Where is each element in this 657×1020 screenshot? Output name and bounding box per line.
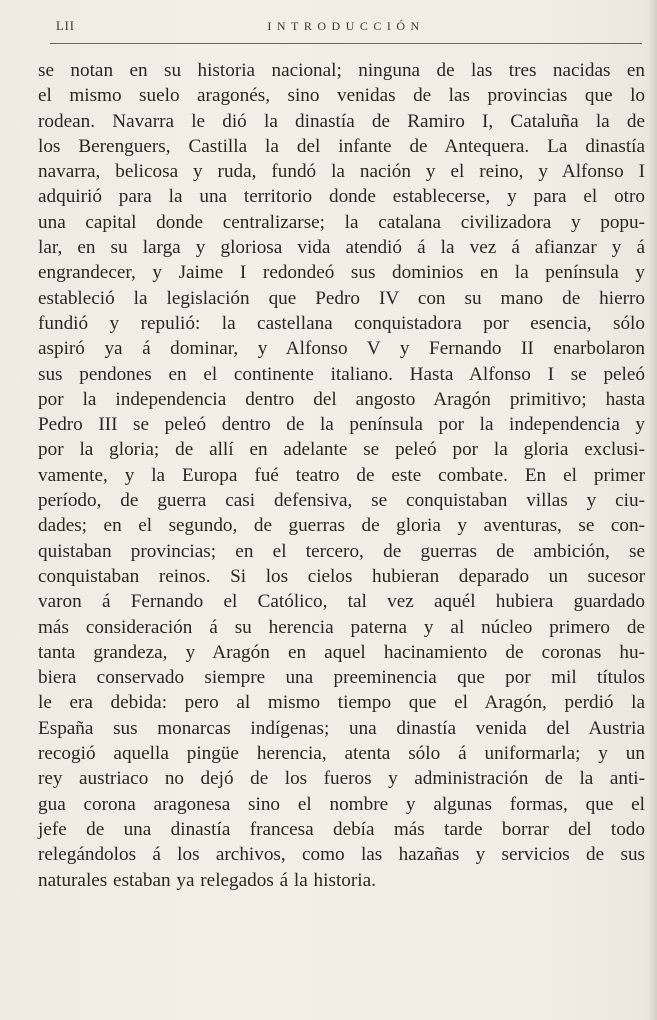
- text-line: sus pendones en el continente italiano. Hasta Alfonso I se peleó: [38, 363, 645, 385]
- body-text: [38, 58, 645, 893]
- text-line: más consideración á su herencia paterna y al núcleo primero de: [38, 616, 645, 638]
- text-line: adquirió para la una territorio donde establecerse, y para el otro: [38, 186, 645, 208]
- text-line: vamente, y la Europa fué teatro de este combate. En el primer: [38, 464, 645, 486]
- running-header: [50, 15, 642, 44]
- text-line: relegándolos á los archivos, como las hazañas y servicios de sus: [38, 844, 645, 866]
- text-line: le era debida: pero al mismo tiempo que el Aragón, perdió la: [38, 692, 645, 714]
- text-line: se notan en su historia nacional; ninguna de las tres nacidas en: [38, 60, 645, 81]
- text-line: lar, en su larga y gloriosa vida atendió á la vez á afianzar y á: [38, 237, 645, 259]
- text-line: quistaban provincias; en el tercero, de guerras de ambición, se: [38, 540, 645, 562]
- text-line: estableció la legislación que Pedro IV con su mano de hierro: [38, 287, 645, 309]
- page-number: LII: [56, 19, 75, 33]
- text-line: rey austriaco no dejó de los fueros y administración de la anti-: [38, 768, 645, 790]
- text-line: los Berenguers, Castilla la del infante de Antequera. La dinastía: [38, 135, 645, 157]
- text-line: recogió aquella pingüe herencia, atenta sólo á uniformarla; y un: [38, 743, 645, 765]
- text-line: período, de guerra casi defensiva, se conquistaban villas y ciu-: [38, 490, 645, 512]
- text-line: rodean. Navarra le dió la dinastía de Ramiro I, Cataluña la de: [38, 110, 645, 132]
- text-line: biera conservado siempre una preeminencia que por mil títulos: [38, 667, 645, 689]
- text-line: navarra, belicosa y ruda, fundó la nación y el reino, y Alfonso I: [38, 161, 645, 183]
- text-line: España sus monarcas indígenas; una dinastía venida del Austria: [38, 717, 645, 739]
- text-line: una capital donde centralizarse; la catalana civilizadora y popu-: [38, 211, 645, 233]
- text-line: el mismo suelo aragonés, sino venidas de las provincias que lo: [38, 85, 645, 107]
- text-line: conquistaban reinos. Si los cielos hubieran deparado un sucesor: [38, 565, 645, 587]
- text-line: aspiró ya á dominar, y Alfonso V y Fernando II enarbolaron: [38, 338, 645, 360]
- page-gutter-shadow: [647, 0, 657, 1020]
- running-title: INTRODUCCIÓN: [267, 19, 425, 33]
- text-line: tanta grandeza, y Aragón en aquel hacinamiento de coronas hu-: [38, 641, 645, 663]
- text-line: dades; en el segundo, de guerras de gloria y aventuras, se con-: [38, 515, 645, 537]
- text-line: jefe de una dinastía francesa debía más tarde borrar del todo: [38, 818, 645, 840]
- text-line: fundió y repulió: la castellana conquistadora por esencia, sólo: [38, 312, 645, 334]
- text-line: por la independencia dentro del angosto Aragón primitivo; hasta: [38, 388, 645, 410]
- text-line: Pedro III se peleó dentro de la península por la independencia y: [38, 414, 645, 436]
- text-line: por la gloria; de allí en adelante se peleó por la gloria exclusi-: [38, 439, 645, 461]
- text-line: gua corona aragonesa sino el nombre y algunas formas, que el: [38, 793, 645, 815]
- text-line: varon á Fernando el Católico, tal vez aquél hubiera guardado: [38, 591, 645, 613]
- text-line: naturales estaban ya relegados á la historia.: [38, 869, 376, 891]
- text-line: engrandecer, y Jaime I redondeó sus dominios en la península y: [38, 262, 645, 284]
